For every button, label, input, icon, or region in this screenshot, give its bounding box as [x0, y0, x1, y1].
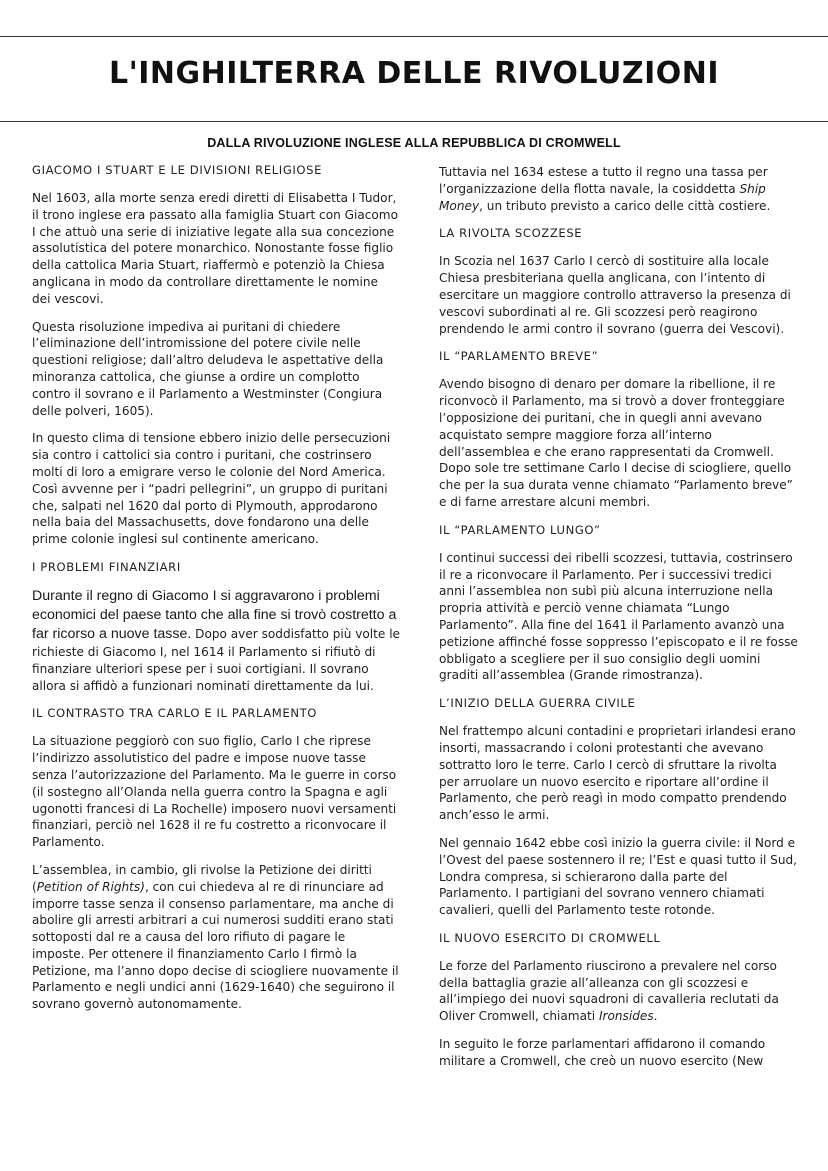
paragraph: Nel gennaio 1642 ebbe così inizio la guerra civile: il Nord e l’Ovest del paese sostennero il re; l’Est e quasi tutto il Sud, Londra compresa, si schierarono dalla parte del Parlamento. I partigiani del sovrano vennero chiamati cavalieri, quelli del Parlamento teste rotonde.: [439, 835, 798, 918]
section-heading: I PROBLEMI FINANZIARI: [32, 559, 181, 574]
section-heading: L’INIZIO DELLA GUERRA CIVILE: [439, 696, 636, 711]
page-subtitle: DALLA RIVOLUZIONE INGLESE ALLA REPUBBLICA DI CROMWELL: [207, 136, 621, 150]
title-bottom-rule: [0, 121, 828, 122]
paragraph-text: L’assemblea, in cambio, gli rivolse la Petizione dei diritti (: [32, 862, 372, 894]
paragraph: Avendo bisogno di denaro per domare la ribellione, il re riconvocò il Parlamento, ma si trovò a dover fronteggiare l’opposizione dei puritani, che in quegli anni avevano acquistato sempre maggiore forza all’interno dell’assemblea e che erano rappresentati da Cromwell. Dopo sole tre settimane Carlo I decise di sciogliere, quello che per la sua durata venne chiamato “Parlamento breve” e di farne arrestare alcuni membri.: [439, 377, 793, 509]
paragraph-text: , con cui chiedeva al re di rinunciare ad imporre tasse senza il consenso parlamentare, ma anche di abolire gli arresti arbitrari a cui numerosi sudditi erano stati sottoposti dal re a causa del loro rifiuto di pagare le imposte. Per ottenere il finanziamento Carlo I firmò la Petizione, ma l’anno dopo decise di sciogliere nuovamente il Parlamento e negli undici anni (1629-1640) che seguirono il sovrano governò autonomamente.: [32, 879, 399, 1012]
highlighted-text: Durante il regno di Giacomo I si aggravarono i problemi economici del paese tanto che alla fine si trovò costretto a far ricorso a nuove tasse.: [32, 587, 397, 642]
paragraph-text: .: [653, 1009, 658, 1024]
paragraph: [439, 958, 799, 1025]
italic-text: Ship Money: [439, 181, 766, 213]
section-heading: IL CONTRASTO TRA CARLO E IL PARLAMENTO: [32, 706, 318, 721]
section-heading: LA RIVOLTA SCOZZESE: [439, 226, 583, 241]
paragraph-text: , un tributo previsto a carico delle città costiere.: [479, 198, 771, 213]
paragraph: I continui successi dei ribelli scozzesi, tuttavia, costrinsero il re a riconvocare il Parlamento. Per i successivi tredici anni l’assemblea non subì più alcuna interruzione nella propria attività e perciò venne chiamata “Lungo Parlamento”. Alla fine del 1641 il Parlamento avanzò una petizione affinché fosse soppresso l’episcopato e il re fosse obbligato a scegliere per il suo consiglio degli uomini graditi all’assemblea (Grande rimostranza).: [439, 550, 798, 683]
paragraph-text: Le forze del Parlamento riuscirono a prevalere nel corso della battaglia grazie all’alleanza con gli scozzesi e all’impiego dei nuovi squadroni di cavalleria reclutati da Oliver Cromwell, chiamati: [439, 958, 779, 1024]
section-heading: IL “PARLAMENTO BREVE”: [439, 349, 599, 364]
paragraph: Nel 1603, alla morte senza eredi diretti di Elisabetta I Tudor, il trono inglese era passato alla famiglia Stuart con Giacomo I che attuò una serie di iniziative legate alla sua concezione assolutistica del potere monarchico. Nonostante fosse figlio della cattolica Maria Stuart, riaffermò e potenziò la Chiesa anglicana in modo da controllare direttamente le nomine dei vescovi.: [32, 191, 398, 306]
right-column: [439, 164, 799, 1081]
paragraph: [32, 587, 400, 694]
paragraph-text: Tuttavia nel 1634 estese a tutto il regno una tassa per l’organizzazione della flotta navale, la cosiddetta: [439, 165, 768, 196]
paragraph: Questa risoluzione impediva ai puritani di chiedere l’eliminazione dell’intromissione del potere civile nelle questioni religiose; dall’altro deludeva le aspettative della minoranza cattolica, che giunse a ordire un complotto contro il sovrano e il Parlamento a Westminster (Congiura delle polveri, 1605).: [32, 319, 384, 418]
section-heading: GIACOMO I STUART E LE DIVISIONI RELIGIOSE: [32, 163, 323, 177]
paragraph: In seguito le forze parlamentari affidarono il comando militare a Cromwell, che creò un nuovo esercito (New: [439, 1037, 766, 1068]
paragraph: La situazione peggiorò con suo figlio, Carlo I che riprese l’indirizzo assolutistico del padre e impose nuove tasse senza l’autorizzazione del Parlamento. Ma le guerre in corso (il sostegno all’Olanda nella guerra contro la Spagna e agli ugonotti francesi di La Rochelle) imposero nuovi versamenti finanziari, perciò nel 1628 il re fu costretto a riconvocare il Parlamento.: [32, 734, 397, 850]
paragraph: [439, 164, 799, 214]
section-heading: IL NUOVO ESERCITO DI CROMWELL: [439, 930, 661, 945]
paragraph: In Scozia nel 1637 Carlo I cercò di sostituire alla locale Chiesa presbiteriana quella anglicana, con l’intento di esercitare un maggiore controllo attraverso la presenza di vescovi subordinati al re. Gli scozzesi però reagirono prendendo le armi contro il sovrano (guerra dei Vescovi).: [439, 254, 791, 336]
paragraph: [32, 862, 400, 1013]
top-rule: [0, 36, 828, 37]
page-title: L'INGHILTERRA DELLE RIVOLUZIONI: [108, 56, 720, 91]
italic-text: Ironsides: [598, 1009, 654, 1024]
left-column: [32, 162, 400, 1024]
paragraph-text: Dopo aver soddisfatto più volte le richieste di Giacomo I, nel 1614 il Parlamento si rifiutò di finanziare ulteriori spese per i suoi cortigiani. Il sovrano allora si affidò a funzionari nominati direttamente da lui.: [32, 626, 400, 693]
section-heading: IL “PARLAMENTO LUNGO”: [439, 522, 601, 537]
paragraph: Nel frattempo alcuni contadini e proprietari irlandesi erano insorti, massacrando i coloni protestanti che avevano sottratto loro le terre. Carlo I cercò di sfruttare la rivolta per arruolare un nuovo esercito e riportare all’ordine il Parlamento, che però reagì in modo compatto prendendo anch’esso le armi.: [439, 724, 796, 823]
italic-text: Petition of Rights): [36, 879, 145, 894]
paragraph: In questo clima di tensione ebbero inizio delle persecuzioni sia contro i cattolici sia contro i puritani, che costrinsero molti di loro a emigrare verso le colonie del Nord America. Così avvenne per i “padri pellegrini”, un gruppo di puritani che, salpati nel 1620 dal porto di Plymouth, approdarono nella baia del Massachusetts, dove fondarono una delle prime colonie inglesi sul continente americano.: [32, 431, 391, 547]
